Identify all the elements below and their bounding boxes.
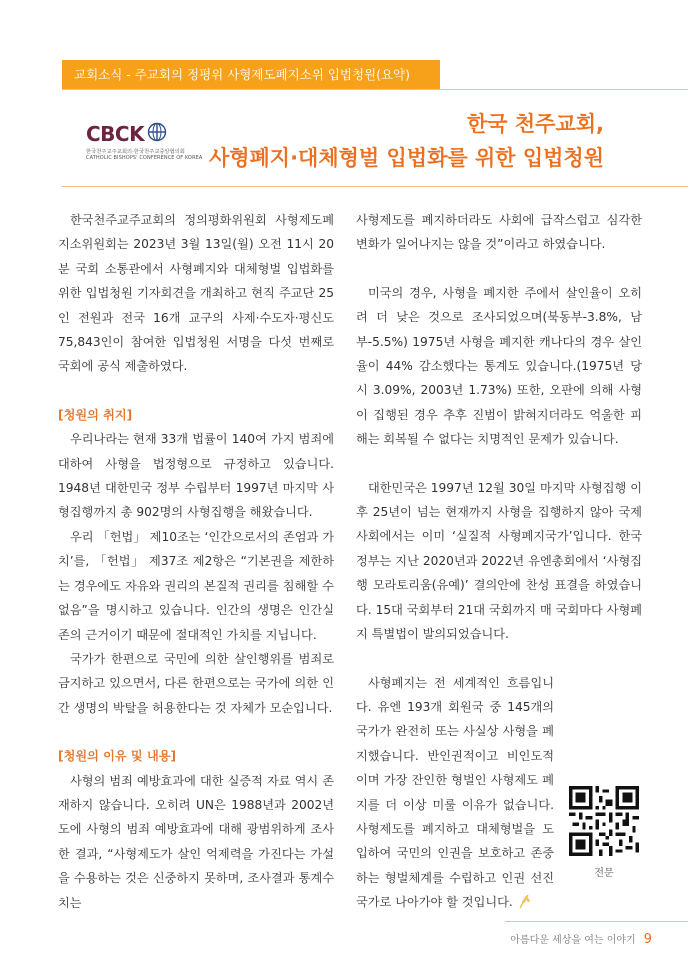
closing-text: 사형폐지는 전 세계적인 흐름입니다. 유엔 193개 회원국 중 145개의 국가가 완전히 또는 사실상 사형을 폐지했습니다. 반인권적이고 비인도적이며 가장 잔인한 형벌인 사형제도 폐지를 더 이상 미룰 이유가 없습니다. 사형제도를 폐지하고 대체형벌을 도입하여 국민의 인권을 보호하고 존중하는 형벌체계를 수립하고 인권 선진 국가로 나아가야 할 것입니다. [356, 675, 554, 910]
logo-wordmark: CBCK [86, 122, 145, 146]
paragraph: 우리나라는 현재 33개 법률이 140여 가지 범죄에 대하여 사형을 법정형으로 규정하고 있습니다. 1948년 대한민국 정부 수립부터 1997년 마지막 사형집행까지 총 902명의 사형집행을 해왔습니다. [58, 432, 334, 520]
magazine-title: 아름다운 세상을 여는 이야기 [510, 935, 636, 946]
intro-paragraph: 한국천주교주교회의 정의평화위원회 사형제도폐지소위원회는 2023년 3월 13일(월) 오전 11시 20분 국회 소통관에서 사형폐지와 대체형벌 입법화를 위한 입법청원 기자회견을 개최하고 현직 주교단 25인 전원과 전국 16개 교구의 사제·수도자·평신도 75,843인이 참여한 입법청원 서명을 다섯 번째로 국회에 공식 제출하였다. [58, 213, 334, 374]
page-number: 9 [643, 932, 652, 947]
wheat-icon [517, 893, 531, 909]
subheading-reasons: [청원의 이유 및 내용] [58, 749, 177, 764]
logo-subtitle-korean: 한국천주교주교회의·한국천주교중앙협의회 [86, 149, 185, 155]
paragraph [356, 671, 554, 915]
paragraph: 사형의 범죄 예방효과에 대한 실증적 자료 역시 존재하지 않습니다. 오히려 UN은 1988년과 2002년도에 사형의 범죄 예방효과에 대해 광범위하게 조사한 결과, “사형제도가 살인 억제력을 가진다는 가설을 수용하는 것은 신중하지 못하며, 조사결과 통계수치는 [58, 773, 334, 910]
section-banner: 교회소식 - 주교회의 정평위 사형제도폐지소위 입법청원(요약) [62, 60, 440, 89]
cross-globe-icon [147, 122, 167, 142]
divider-top [62, 89, 688, 90]
paragraph: 사형제도를 폐지하더라도 사회에 급작스럽고 심각한 변화가 일어나지는 않을 것”이라고 하였습니다. [356, 213, 642, 252]
paragraph: 미국의 경우, 사형을 폐지한 주에서 살인율이 오히려 더 낮은 것으로 조사되었으며(북동부-3.8%, 남부-5.5%) 1975년 사형을 폐지한 캐나다의 경우 살인율이 44% 감소했다는 통계도 있습니다.(1975년 당시 3.09%, 2003년 1.73%) 또한, 오판에 의해 사형이 집행된 경우 추후 진범이 밝혀지더라도 억울한 피해는 회복될 수 없다는 치명적인 문제가 있습니다. [356, 285, 642, 447]
divider-footer [505, 921, 688, 922]
qr-code-icon[interactable] [569, 786, 639, 856]
paragraph: 우리 「헌법」 제10조는 ‘인간으로서의 존엄과 가치’를, 「헌법」 제37조 제2항은 “기본권을 제한하는 경우에도 자유와 권리의 본질적 권리를 침해할 수 없음”을 명시하고 있습니다. 인간의 생명은 인간실존의 근거이기 때문에 절대적인 가치를 지닙니다. [58, 529, 334, 642]
qr-caption: 전문 [594, 868, 614, 879]
headline-line-2: 사형폐지·대체형벌 입법화를 위한 입법청원 [208, 146, 604, 170]
logo-subtitle-english: CATHOLIC BISHOPS' CONFERENCE OF KOREA [86, 155, 203, 161]
article-headline [209, 107, 604, 175]
left-column [58, 208, 334, 915]
paragraph: 대한민국은 1997년 12월 30일 마지막 사형집행 이후 25년이 넘는 현재까지 사형을 집행하지 않아 국제사회에서는 이미 ‘실질적 사형폐지국가’입니다. 한국 정부는 지난 2020년과 2022년 유엔총회에서 ‘사형집행 모라토리움(유예)’ 결의안에 찬성 표결을 하였습니다. 15대 국회부터 21대 국회까지 매 국회마다 사형폐지 특별법이 발의되었습니다. [356, 480, 642, 642]
paragraph: 국가가 한편으로 국민에 의한 살인행위를 범죄로 금지하고 있으면서, 다른 한편으로는 국가에 의한 인간 생명의 박탈을 허용한다는 것 자체가 모순입니다. [58, 651, 334, 715]
divider-middle [62, 186, 688, 187]
page-footer [510, 931, 652, 947]
subheading-purpose: [청원의 취지] [58, 407, 133, 422]
headline-line-1: 한국 천주교회, [466, 112, 604, 136]
qr-code-block[interactable] [569, 786, 639, 879]
